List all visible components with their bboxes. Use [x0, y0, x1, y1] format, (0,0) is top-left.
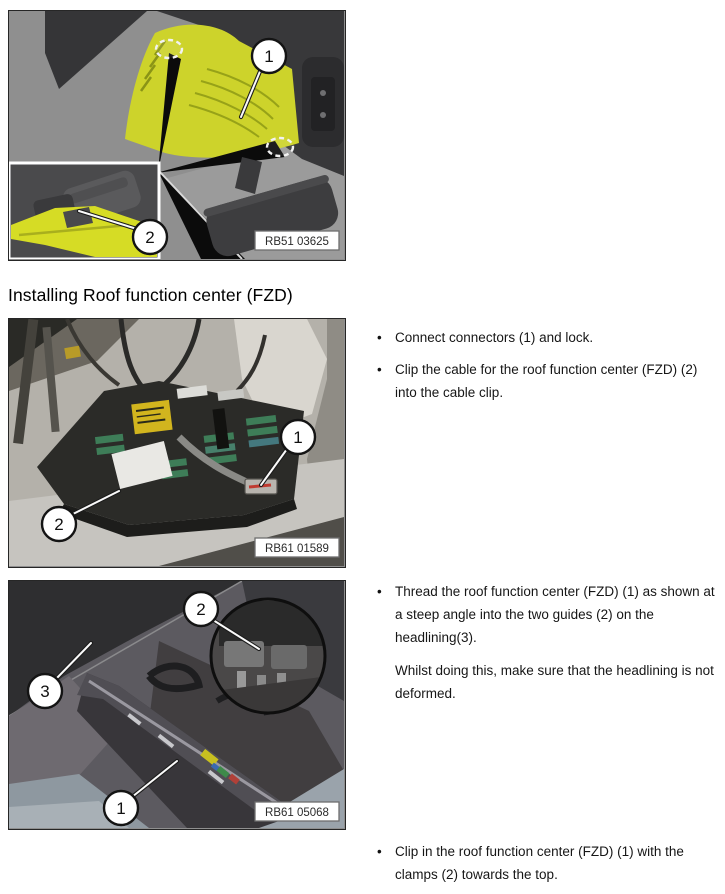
dashed-marker-right	[267, 138, 293, 156]
svg-text:RB61 05068: RB61 05068	[265, 807, 329, 819]
dashed-marker-top	[156, 40, 182, 58]
instruction-line: a steep angle into the two guides (2) on the	[395, 607, 654, 622]
figure-ref-label	[255, 538, 339, 557]
callout-2-badge	[133, 220, 167, 254]
instruction-text	[395, 580, 717, 649]
callout-2-badge	[184, 592, 218, 626]
instruction-text	[395, 358, 717, 404]
figure-fzd-overview	[8, 10, 346, 261]
instruction-line: Clip the cable for the roof function center (FZD) (2)	[395, 362, 698, 377]
instruction-bullet-clip-cable	[377, 358, 717, 404]
fzd-connectors-illustration	[9, 319, 344, 566]
svg-text:2: 2	[145, 228, 155, 247]
svg-text:1: 1	[264, 47, 274, 66]
svg-text:1: 1	[116, 799, 126, 818]
svg-text:1: 1	[293, 428, 303, 447]
svg-text:3: 3	[40, 682, 50, 701]
svg-text:2: 2	[196, 600, 206, 619]
svg-text:RB61 01589: RB61 01589	[265, 543, 329, 555]
figure-fzd-connectors	[8, 318, 346, 568]
instruction-bullet-connect	[377, 326, 717, 349]
svg-text:2: 2	[54, 515, 64, 534]
instruction-line: headlining(3).	[395, 630, 477, 645]
fzd-overview-illustration	[9, 11, 344, 259]
section-heading: Installing Roof function center (FZD)	[8, 285, 293, 305]
bullet-marker: •	[377, 330, 382, 345]
instruction-line: Connect connectors (1) and lock.	[395, 330, 594, 345]
instruction-text	[395, 840, 717, 886]
bullet-marker: •	[377, 584, 382, 599]
instruction-line: Whilst doing this, make sure that the headlining is not	[395, 663, 714, 678]
instruction-bullet-thread	[377, 580, 717, 649]
instruction-line: Thread the roof function center (FZD) (1) as shown at	[395, 584, 715, 599]
callout-1-badge	[252, 39, 286, 73]
callout-1-badge	[281, 420, 315, 454]
callout-1-badge	[104, 791, 138, 825]
bullet-marker: •	[377, 844, 382, 859]
bullet-marker: •	[377, 362, 382, 377]
callout-3-badge	[28, 674, 62, 708]
instructions-connect-block	[377, 326, 717, 404]
instruction-line: Clip in the roof function center (FZD) (1) with the	[395, 844, 684, 859]
figure-fzd-insertion	[8, 580, 346, 830]
callout-2-badge	[42, 507, 76, 541]
instructions-thread-block	[377, 580, 717, 705]
instruction-line: deformed.	[395, 686, 456, 701]
figure-ref-label	[255, 231, 339, 250]
instruction-line: into the cable clip.	[395, 385, 504, 400]
instruction-text	[395, 326, 717, 349]
instruction-bullet-clip-in	[377, 840, 717, 886]
svg-text:RB51 03625: RB51 03625	[265, 236, 329, 248]
fzd-insertion-illustration	[9, 581, 344, 828]
instruction-note-headlining	[377, 659, 717, 705]
figure-ref-label	[255, 802, 339, 821]
instruction-line: clamps (2) towards the top.	[395, 867, 558, 882]
instructions-clip-in-block	[377, 840, 717, 886]
